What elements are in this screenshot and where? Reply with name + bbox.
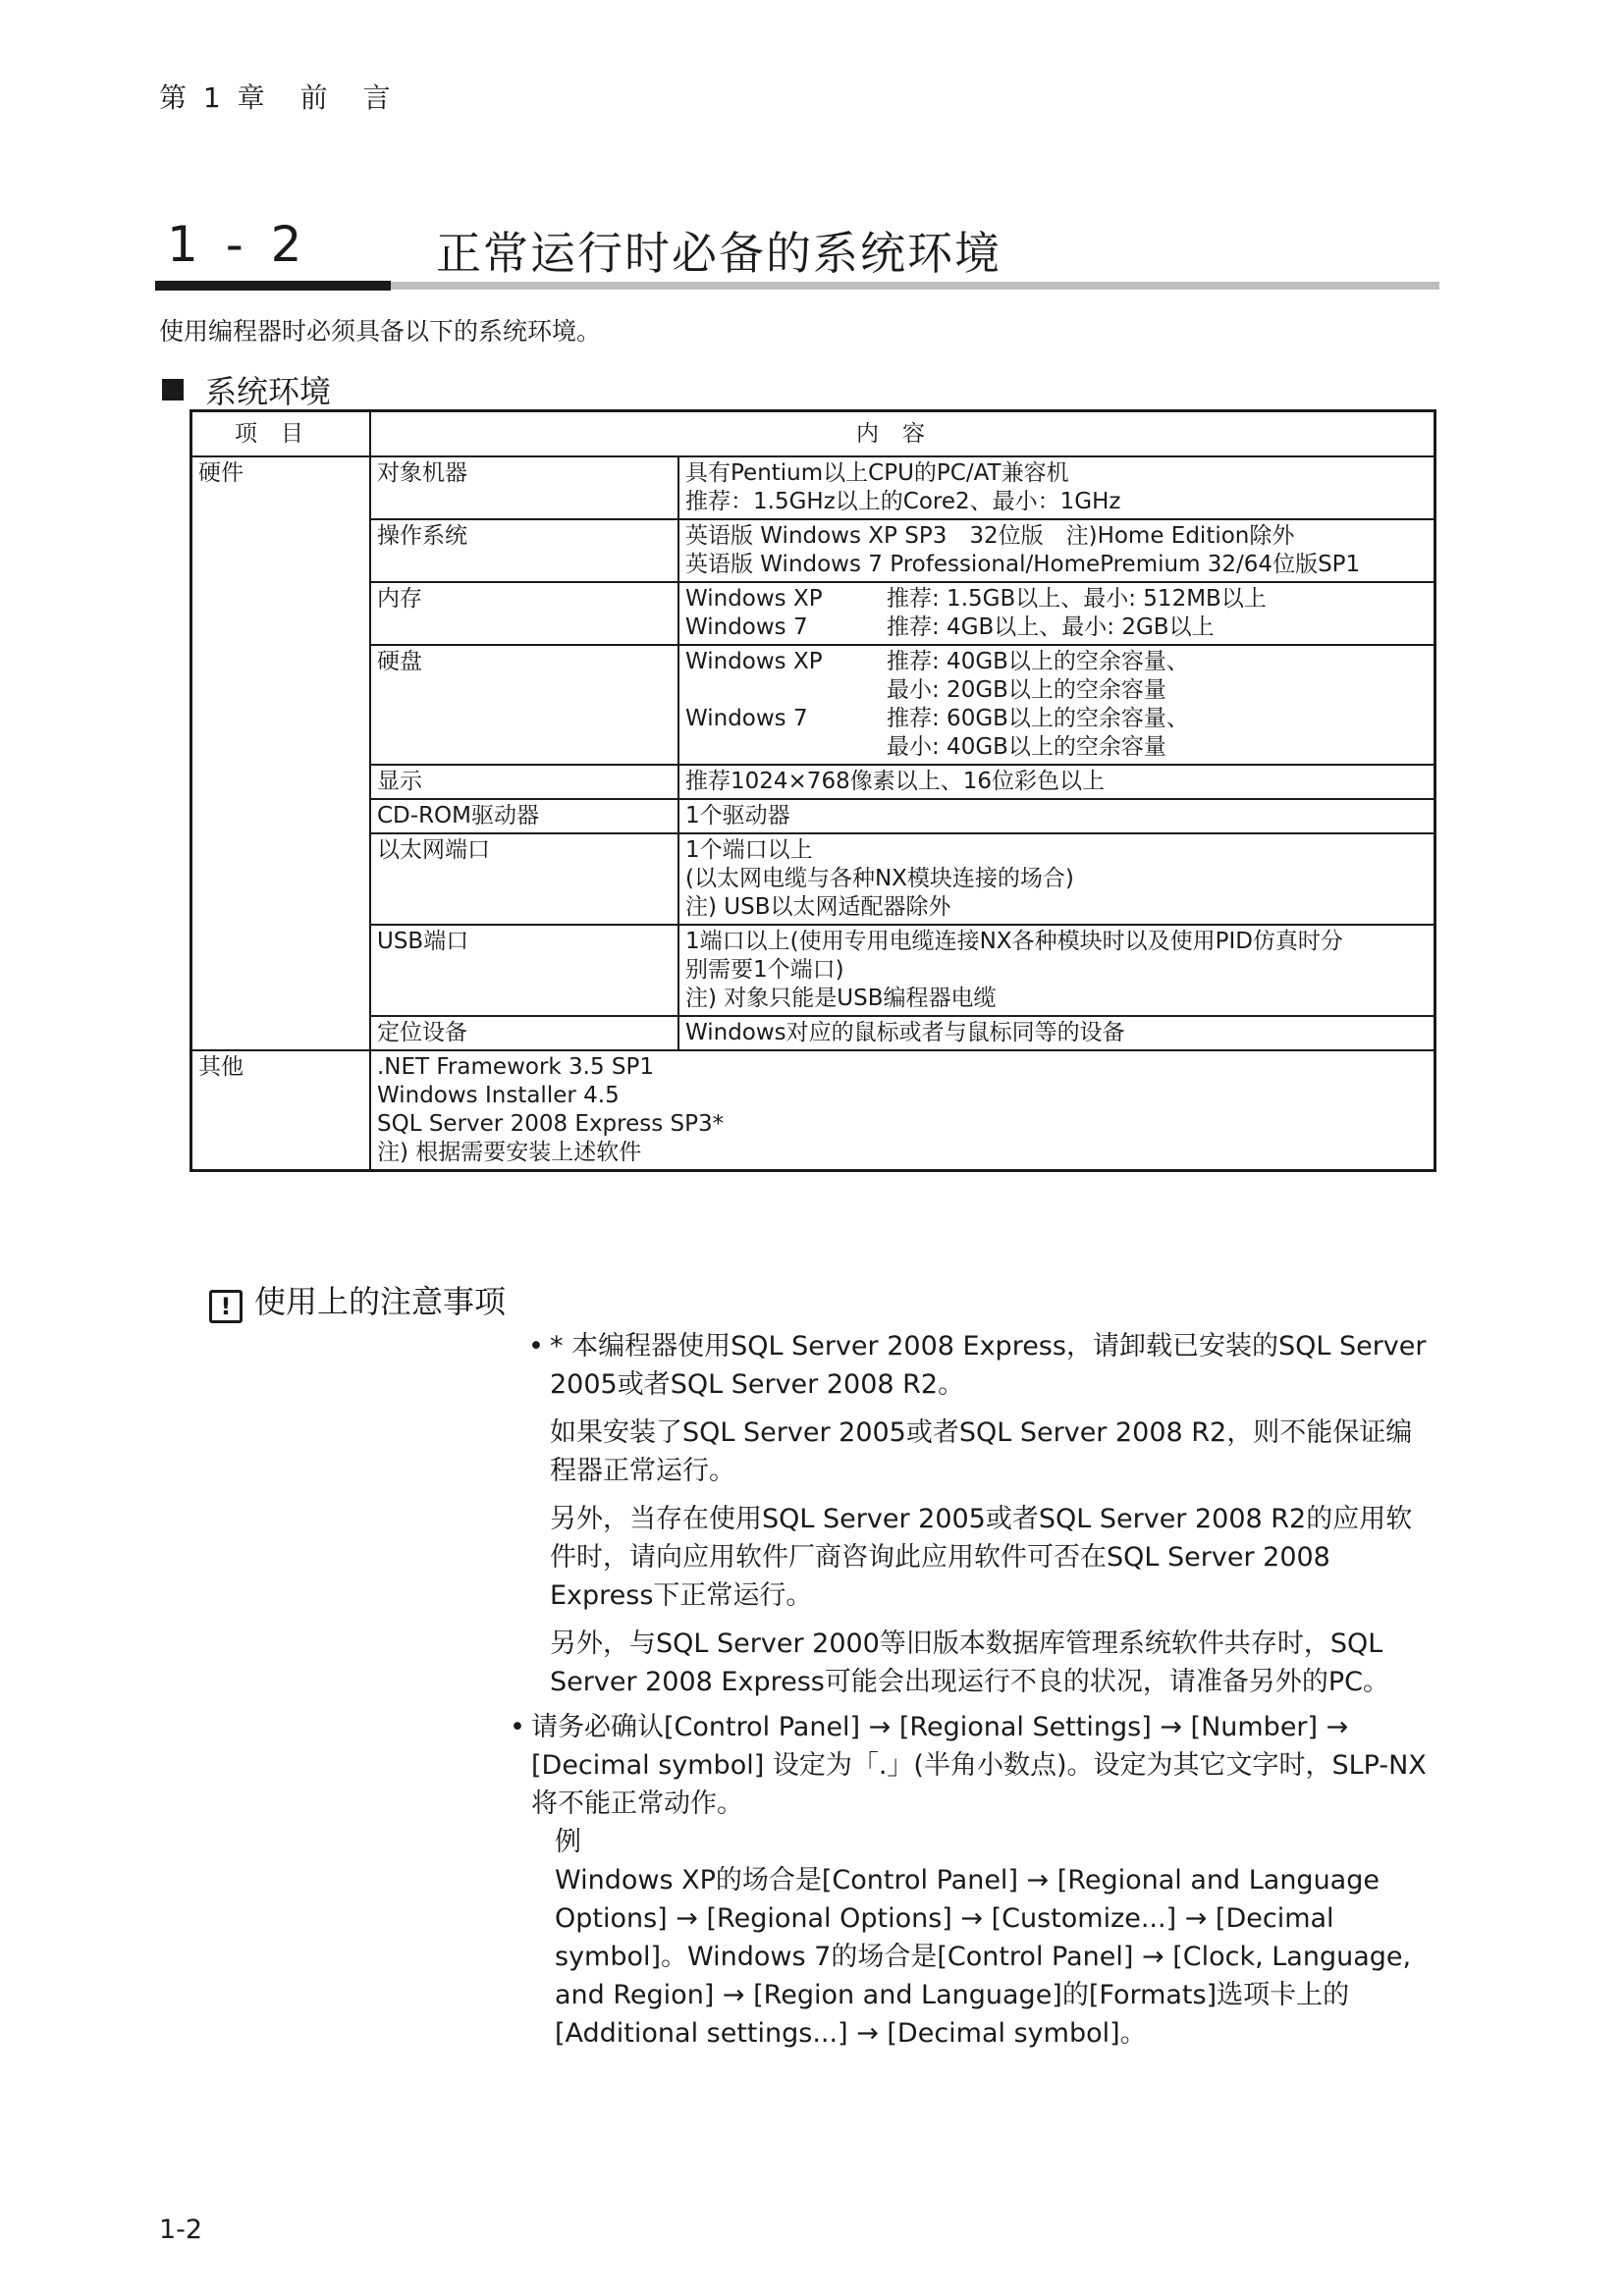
section-number: 1 - 2 bbox=[167, 216, 308, 273]
bullet-icon: • bbox=[510, 1712, 525, 1742]
spec-text: 最小: 40GB以上的空余容量 bbox=[887, 734, 1166, 760]
section-title: 正常运行时必备的系统环境 bbox=[436, 227, 1001, 280]
spec-text: 推荐: 60GB以上的空余容量、 bbox=[887, 706, 1189, 731]
os-name bbox=[685, 733, 887, 762]
section-rule-light bbox=[391, 282, 1439, 290]
row-value bbox=[678, 1016, 1435, 1050]
table-row bbox=[191, 833, 1435, 925]
row-label: 对象机器 bbox=[370, 456, 678, 519]
row-label: CD-ROM驱动器 bbox=[370, 799, 678, 833]
row-value bbox=[678, 645, 1435, 765]
table-row bbox=[191, 925, 1435, 1016]
value-line: Windows Installer 4.5 bbox=[377, 1083, 620, 1108]
value-line: 注) USB以太网适配器除外 bbox=[685, 894, 951, 920]
page-number: 1-2 bbox=[159, 2215, 203, 2245]
exclamation-icon: ! bbox=[209, 1290, 243, 1323]
category-other: 其他 bbox=[191, 1050, 371, 1171]
value-line: 推荐：1.5GHz以上的Core2、最小：1GHz bbox=[685, 489, 1121, 514]
value-line: 别需要1个端口) bbox=[685, 957, 844, 983]
chapter-header: 第 1 章 前 言 bbox=[159, 81, 395, 114]
section-heading bbox=[159, 216, 1435, 280]
caution-note-2 bbox=[510, 1708, 1435, 2053]
row-value bbox=[678, 799, 1435, 833]
row-label: 操作系统 bbox=[370, 519, 678, 582]
spec-text: 最小: 20GB以上的空余容量 bbox=[887, 677, 1166, 703]
spec-text: 推荐: 1.5GB以上、最小: 512MB以上 bbox=[887, 586, 1267, 612]
example-label: 例 bbox=[555, 1827, 581, 1857]
value-line: 英语版 Windows 7 Professional/HomePremium 32/64位版SP1 bbox=[685, 552, 1361, 577]
example-text: Windows XP的场合是[Control Panel] → [Regional and Language Options] → [Regional Options] → [Customize...] → [Decimal symbol]。Windows 7的场合是[Control Panel] → [Clock, Language, and Region] → [Region and Language]的[Formats]选项卡上的[Additional settings...] → [Decimal symbol]。 bbox=[555, 1865, 1412, 2049]
value-line: SQL Server 2008 Express SP3* bbox=[377, 1111, 725, 1137]
spec-text: 推荐: 40GB以上的空余容量、 bbox=[887, 649, 1189, 674]
note-paragraph: 另外，与SQL Server 2000等旧版本数据库管理系统软件共存时，SQL Server 2008 Express可能会出现运行不良的状况，请准备另外的PC。 bbox=[550, 1629, 1389, 1697]
caution-heading bbox=[209, 1277, 506, 1323]
spec-text: 推荐: 4GB以上、最小: 2GB以上 bbox=[887, 614, 1215, 640]
row-value bbox=[678, 765, 1435, 799]
table-row bbox=[191, 645, 1435, 765]
os-name: Windows XP bbox=[685, 586, 823, 612]
header-item: 项目 bbox=[191, 411, 371, 457]
table-row bbox=[191, 799, 1435, 833]
row-label: 定位设备 bbox=[370, 1016, 678, 1050]
value-line: (以太网电缆与各种NX模块连接的场合) bbox=[685, 866, 1074, 891]
value-line: 1个驱动器 bbox=[685, 803, 790, 828]
value-line: 推荐1024×768像素以上、16位彩色以上 bbox=[685, 769, 1105, 794]
os-name: Windows 7 bbox=[685, 614, 808, 640]
table-row bbox=[191, 1016, 1435, 1050]
row-value bbox=[678, 456, 1435, 519]
caution-title: 使用上的注意事项 bbox=[254, 1283, 507, 1320]
section-rule-dark bbox=[155, 281, 391, 291]
row-label: 显示 bbox=[370, 765, 678, 799]
row-label: 硬盘 bbox=[370, 645, 678, 765]
note-paragraph: * 本编程器使用SQL Server 2008 Express，请卸载已安装的SQL Server 2005或者SQL Server 2008 R2。 bbox=[550, 1331, 1427, 1400]
note-paragraph: 另外，当存在使用SQL Server 2005或者SQL Server 2008 R2的应用软件时，请向应用软件厂商咨询此应用软件可否在SQL Server 2008 Express下正常运行。 bbox=[550, 1504, 1413, 1611]
intro-text: 使用编程器时必须具备以下的系统环境。 bbox=[159, 317, 602, 346]
subheading-label: 系统环境 bbox=[205, 373, 332, 410]
value-line: 注) 对象只能是USB编程器电缆 bbox=[685, 986, 997, 1011]
value-line: Windows对应的鼠标或者与鼠标同等的设备 bbox=[685, 1020, 1125, 1045]
row-label: USB端口 bbox=[370, 925, 678, 1016]
row-value bbox=[370, 1050, 1435, 1171]
caution-note-1 bbox=[528, 1327, 1434, 1711]
os-name: Windows XP bbox=[685, 649, 823, 674]
bullet-icon: • bbox=[528, 1331, 544, 1362]
row-label: 内存 bbox=[370, 582, 678, 645]
table-header-row bbox=[191, 411, 1435, 457]
system-requirements-table bbox=[189, 409, 1436, 1172]
table-row bbox=[191, 1050, 1435, 1171]
table-row bbox=[191, 582, 1435, 645]
value-line: 英语版 Windows XP SP3 32位版 注)Home Edition除外 bbox=[685, 523, 1295, 549]
category-hardware: 硬件 bbox=[191, 456, 371, 1050]
os-name: Windows 7 bbox=[685, 706, 808, 731]
row-value bbox=[678, 582, 1435, 645]
value-line: 1端口以上(使用专用电缆连接NX各种模块时以及使用PID仿真时分 bbox=[685, 929, 1343, 954]
table-row bbox=[191, 765, 1435, 799]
value-line: .NET Framework 3.5 SP1 bbox=[377, 1054, 655, 1080]
value-line: 注) 根据需要安装上述软件 bbox=[377, 1140, 642, 1165]
row-value bbox=[678, 833, 1435, 925]
note-paragraph: 如果安装了SQL Server 2005或者SQL Server 2008 R2，则不能保证编程器正常运行。 bbox=[550, 1417, 1413, 1486]
row-value bbox=[678, 519, 1435, 582]
value-line: 具有Pentium以上CPU的PC/AT兼容机 bbox=[685, 460, 1069, 486]
os-name bbox=[685, 676, 887, 705]
note-paragraph: 请务必确认[Control Panel] → [Regional Settings] → [Number] → [Decimal symbol] 设定为「.」(半角小数点)。设定为其它文字时，SLP-NX将不能正常动作。 bbox=[531, 1712, 1427, 1819]
table-row bbox=[191, 519, 1435, 582]
square-bullet-icon bbox=[162, 379, 184, 400]
row-value bbox=[678, 925, 1435, 1016]
table-row bbox=[191, 456, 1435, 519]
header-content: 内容 bbox=[370, 411, 1435, 457]
subheading bbox=[162, 367, 331, 412]
row-label: 以太网端口 bbox=[370, 833, 678, 925]
value-line: 1个端口以上 bbox=[685, 837, 813, 863]
